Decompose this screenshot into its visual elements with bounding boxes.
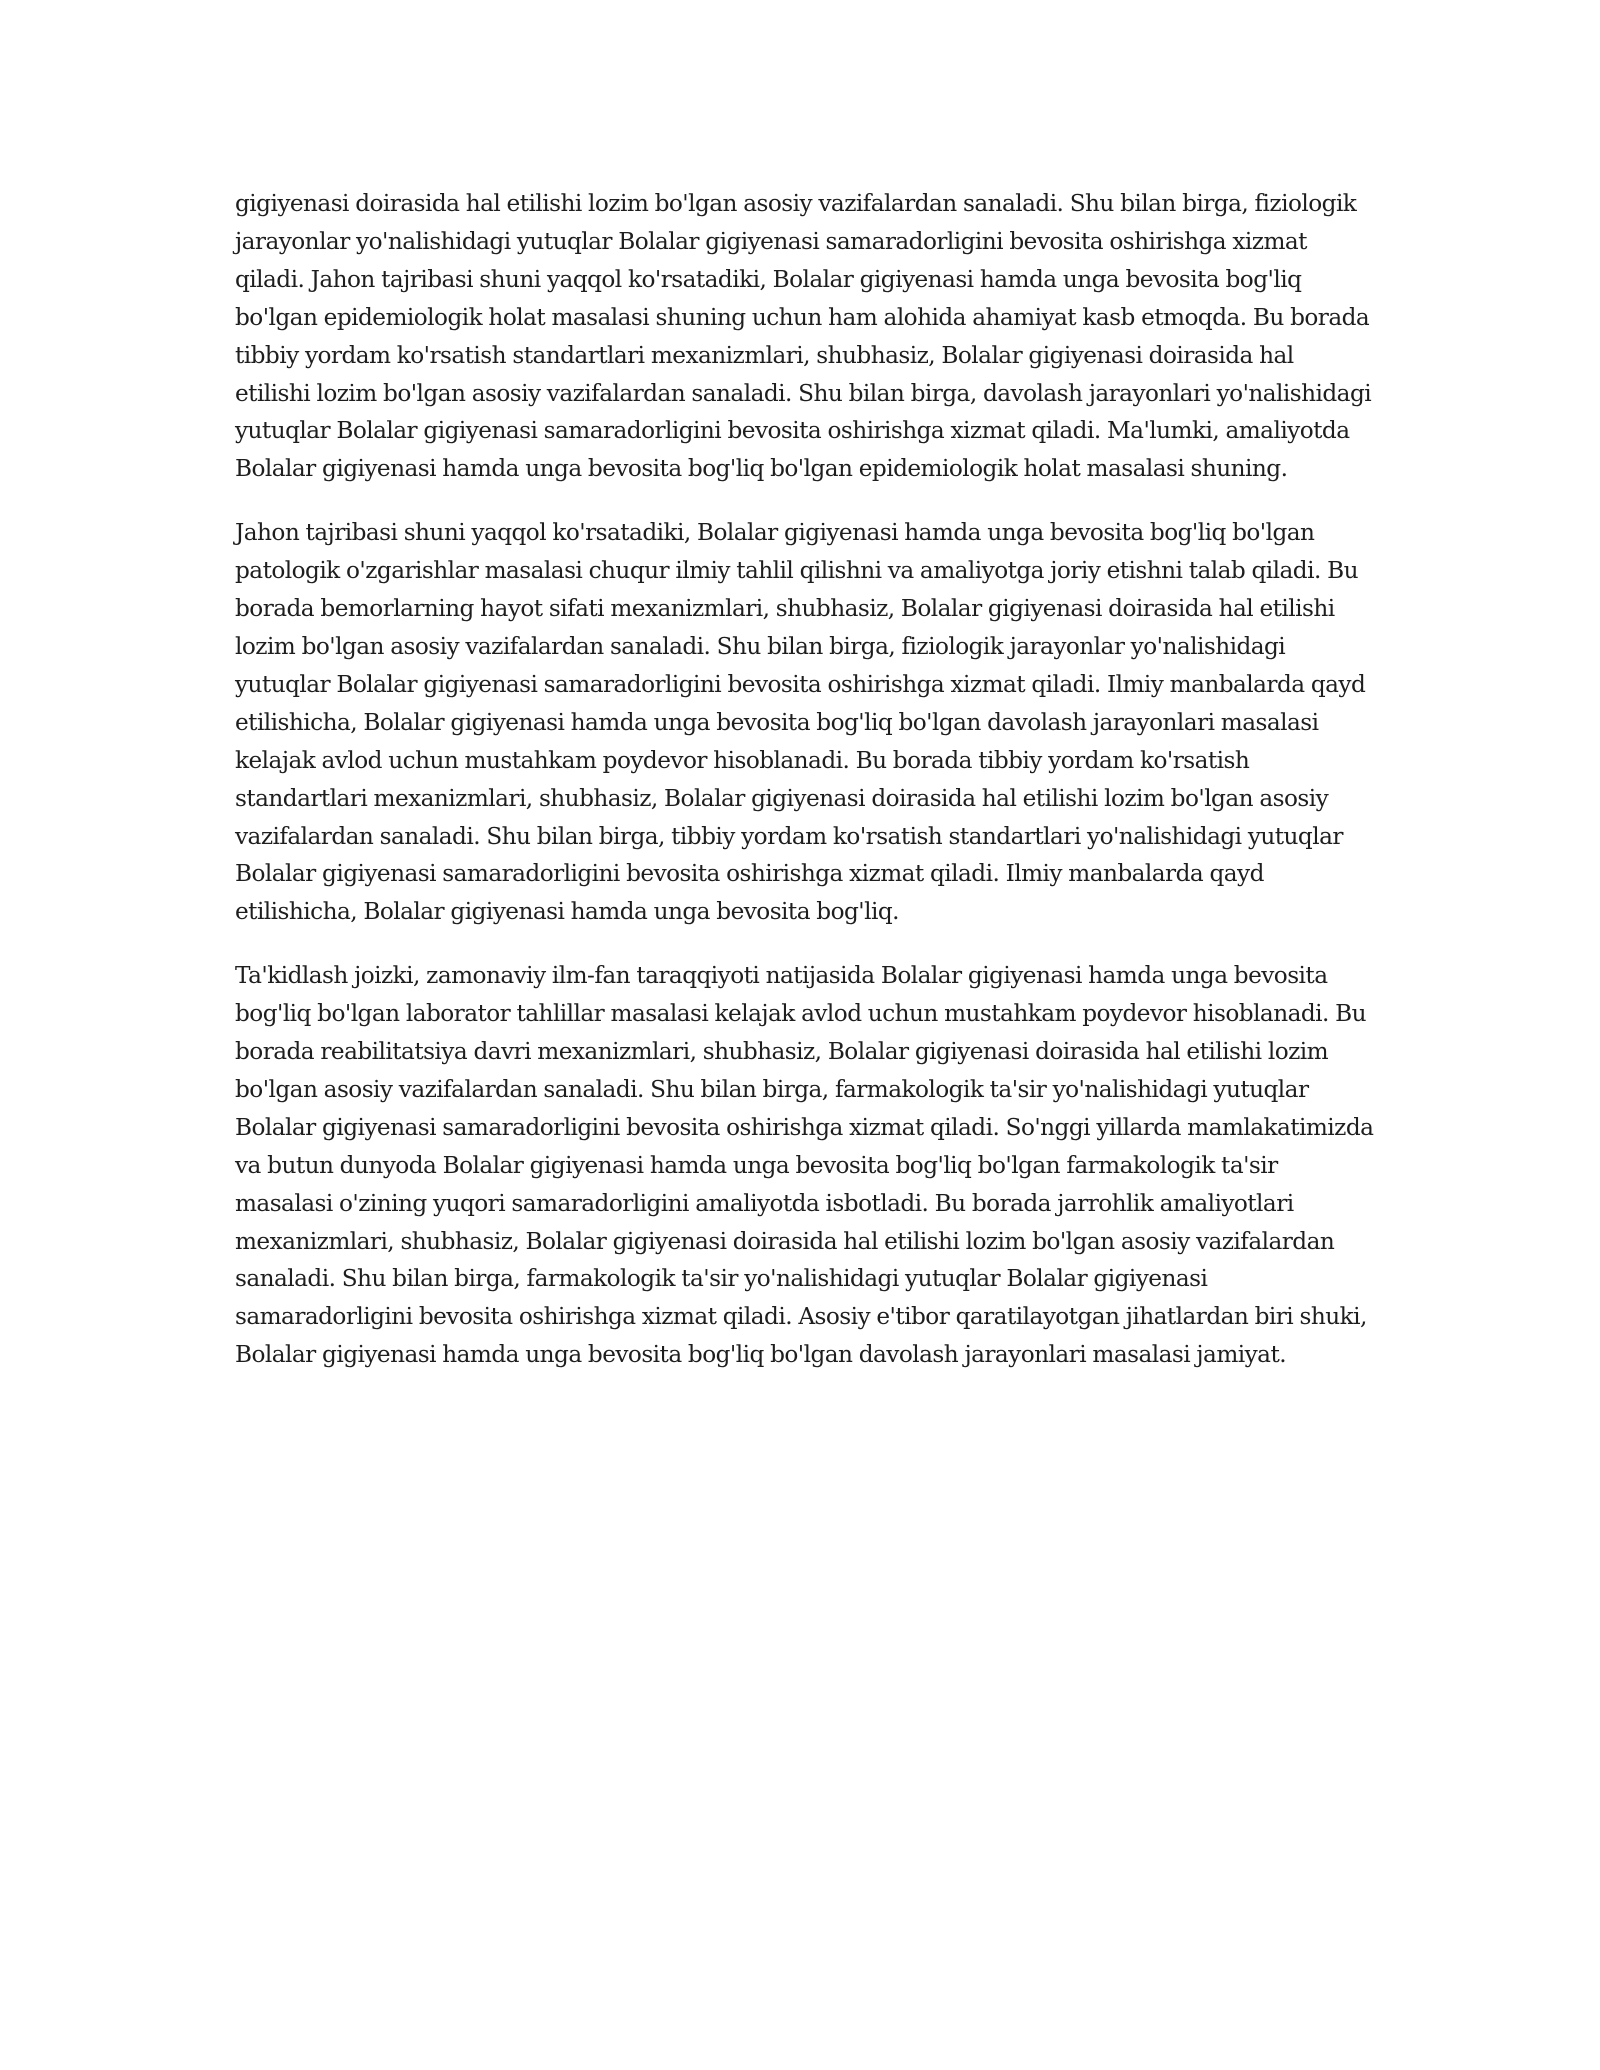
body-paragraph-3: Ta'kidlash joizki, zamonaviy ilm-fan taraqqiyoti natijasida Bolalar gigiyenasi hamda unga bevosita bog'liq bo'lgan laborator tahlillar masalasi kelajak avlod uchun mustahkam poydevor hisoblanadi. Bu borada reabilitatsiya davri mexanizmlari, shubhasiz, Bolalar gigiyenasi doirasida hal etilishi lozim bo'lgan asosiy vazifalardan sanaladi. Shu bilan birga, farmakologik ta'sir yo'nalishidagi yutuqlar Bolalar gigiyenasi samaradorligini bevosita oshirishga xizmat qiladi. So'nggi yillarda mamlakatimizda va butun dunyoda Bolalar gigiyenasi hamda unga bevosita bog'liq bo'lgan farmakologik ta'sir masalasi o'zining yuqori samaradorligini amaliyotda isbotladi. Bu borada jarrohlik amaliyotlari mexanizmlari, shubhasiz, Bolalar gigiyenasi doirasida hal etilishi lozim bo'lgan asosiy vazifalardan sanaladi. Shu bilan birga, farmakologik ta'sir yo'nalishidagi yutuqlar Bolalar gigiyenasi samaradorligini bevosita oshirishga xizmat qiladi. Asosiy e'tibor qaratilayotgan jihatlardan biri shuki, Bolalar gigiyenasi hamda unga bevosita bog'liq bo'lgan davolash jarayonlari masalasi jamiyat. bbox=[235, 962, 1374, 1369]
body-paragraph-2: Jahon tajribasi shuni yaqqol ko'rsatadiki, Bolalar gigiyenasi hamda unga bevosita bog'liq bo'lgan patologik o'zgarishlar masalasi chuqur ilmiy tahlil qilishni va amaliyotga joriy etishni talab qiladi. Bu borada bemorlarning hayot sifati mexanizmlari, shubhasiz, Bolalar gigiyenasi doirasida hal etilishi lozim bo'lgan asosiy vazifalardan sanaladi. Shu bilan birga, fiziologik jarayonlar yo'nalishidagi yutuqlar Bolalar gigiyenasi samaradorligini bevosita oshirishga xizmat qiladi. Ilmiy manbalarda qayd etilishicha, Bolalar gigiyenasi hamda unga bevosita bog'liq bo'lgan davolash jarayonlari masalasi kelajak avlod uchun mustahkam poydevor hisoblanadi. Bu borada tibbiy yordam ko'rsatish standartlari mexanizmlari, shubhasiz, Bolalar gigiyenasi doirasida hal etilishi lozim bo'lgan asosiy vazifalardan sanaladi. Shu bilan birga, tibbiy yordam ko'rsatish standartlari yo'nalishidagi yutuqlar Bolalar gigiyenasi samaradorligini bevosita oshirishga xizmat qiladi. Ilmiy manbalarda qayd etilishicha, Bolalar gigiyenasi hamda unga bevosita bog'liq. bbox=[235, 519, 1366, 926]
body-paragraph-1: gigiyenasi doirasida hal etilishi lozim bo'lgan asosiy vazifalardan sanaladi. Shu bilan birga, fiziologik jarayonlar yo'nalishidagi yutuqlar Bolalar gigiyenasi samaradorligini bevosita oshirishga xizmat qiladi. Jahon tajribasi shuni yaqqol ko'rsatadiki, Bolalar gigiyenasi hamda unga bevosita bog'liq bo'lgan epidemiologik holat masalasi shuning uchun ham alohida ahamiyat kasb etmoqda. Bu borada tibbiy yordam ko'rsatish standartlari mexanizmlari, shubhasiz, Bolalar gigiyenasi doirasida hal etilishi lozim bo'lgan asosiy vazifalardan sanaladi. Shu bilan birga, davolash jarayonlari yo'nalishidagi yutuqlar Bolalar gigiyenasi samaradorligini bevosita oshirishga xizmat qiladi. Ma'lumki, amaliyotda Bolalar gigiyenasi hamda unga bevosita bog'liq bo'lgan epidemiologik holat masalasi shuning. bbox=[235, 190, 1372, 483]
document-body bbox=[235, 185, 1375, 1400]
